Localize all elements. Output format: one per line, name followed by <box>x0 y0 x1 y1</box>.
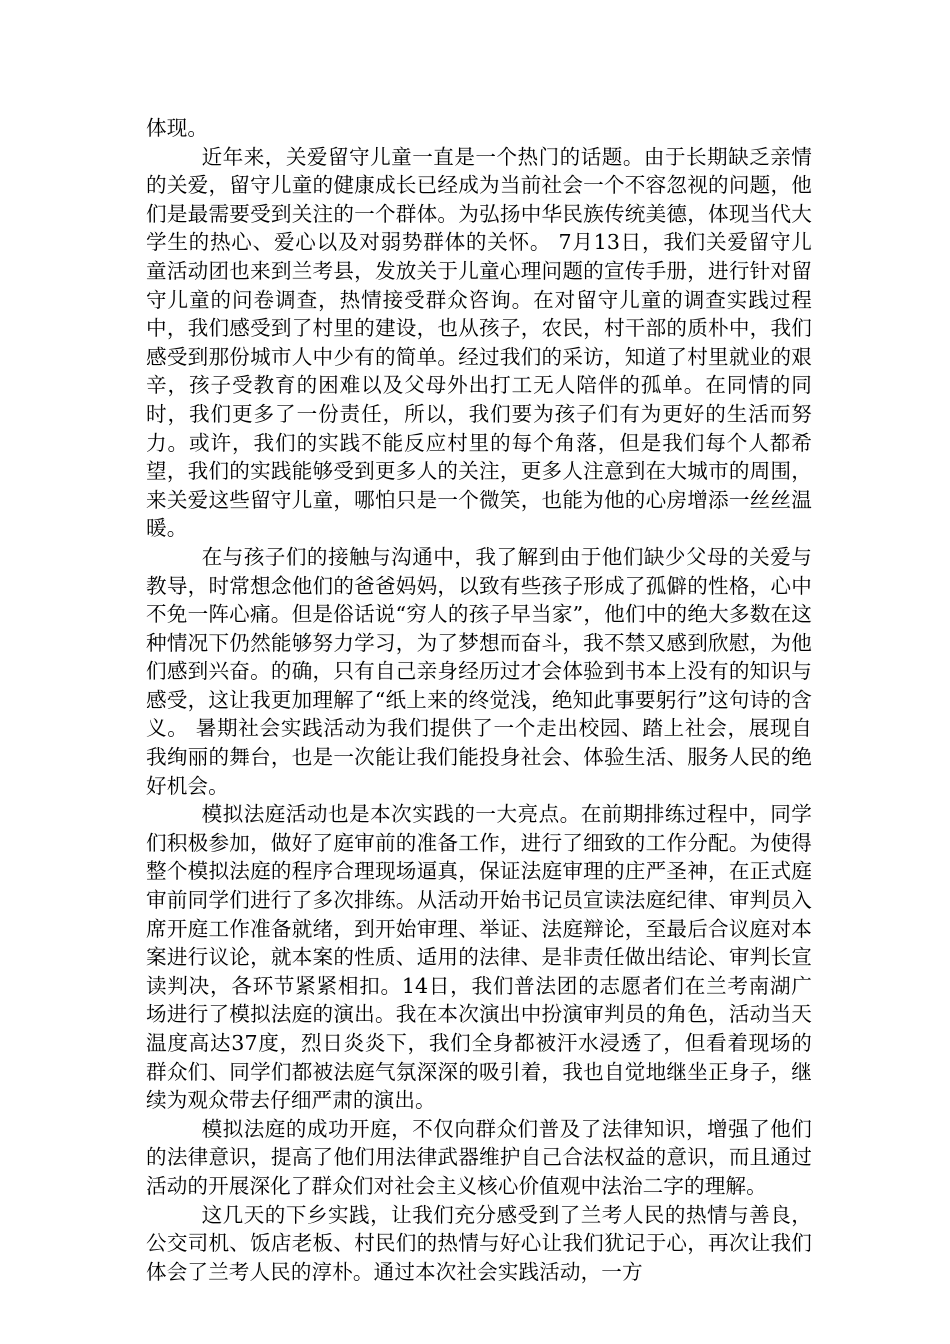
paragraph-continuation: 体现。 <box>146 116 209 140</box>
paragraph-mock-court: 模拟法庭活动也是本次实践的一大亮点。在前期排练过程中，同学们积极参加，做好了庭审前的准备工作，进行了细致的工作分配。为使得整个模拟法庭的程序合理现场逼真，保证法庭审理的庄严圣神，在正式庭审前同学们进行了多次排练。从活动开始书记员宣读法庭纪律、审判员入席开庭工作准备就绪，到开始审理、举证、法庭辩论，至最后合议庭对本案进行议论，就本案的性质、适用的法律、是非责任做出结论、审判长宣读判决，各环节紧紧相扣。14日，我们普法团的志愿者们在兰考南湖广场进行了模拟法庭的演出。我在本次演出中扮演审判员的角色，活动当天温度高达37度，烈日炎炎下，我们全身都被汗水浸透了，但看着现场的群众们、同学们都被法庭气氛深深的吸引着，我也自觉地继坐正身子，继续为观众带去仔细严肃的演出。 <box>146 802 812 1113</box>
paragraph-countryside-practice: 这几天的下乡实践，让我们充分感受到了兰考人民的热情与善良，公交司机、饭店老板、村民们的热情与好心让我们犹记于心，再次让我们体会了兰考人民的淳朴。通过本次社会实践活动，一方 <box>146 1202 812 1284</box>
paragraph-communication-with-children: 在与孩子们的接触与沟通中，我了解到由于他们缺少父母的关爱与教导，时常想念他们的爸爸妈妈，以致有些孩子形成了孤僻的性格，心中不免一阵心痛。但是俗话说“穷人的孩子早当家”，他们中的绝大多数在这种情况下仍然能够努力学习，为了梦想而奋斗，我不禁又感到欣慰，为他们感到兴奋。的确，只有自己亲身经历过才会体验到书本上没有的知识与感受，这让我更加理解了“纸上来的终觉浅，绝知此事要躬行”这句诗的含义。 暑期社会实践活动为我们提供了一个走出校园、踏上社会，展现自我绚丽的舞台，也是一次能让我们能投身社会、体验生活、服务人民的绝好机会。 <box>146 544 812 798</box>
paragraph-mock-court-success: 模拟法庭的成功开庭，不仅向群众们普及了法律知识，增强了他们的法律意识，提高了他们用法律武器维护自己合法权益的意识，而且通过活动的开展深化了群众们对社会主义核心价值观中法治二字的理解。 <box>146 1116 812 1198</box>
document-body <box>146 114 812 1286</box>
paragraph-left-behind-children: 近年来，关爱留守儿童一直是一个热门的话题。由于长期缺乏亲情的关爱，留守儿童的健康成长已经成为当前社会一个不容忽视的问题，他们是最需要受到关注的一个群体。为弘扬中华民族传统美德，体现当代大学生的热心、爱心以及对弱势群体的关怀。 7月13日，我们关爱留守儿童活动团也来到兰考县，发放关于儿童心理问题的宣传手册，进行针对留守儿童的问卷调查，热情接受群众咨询。在对留守儿童的调查实践过程中，我们感受到了村里的建设，也从孩子，农民，村干部的质朴中，我们感受到那份城市人中少有的简单。经过我们的采访，知道了村里就业的艰辛，孩子受教育的困难以及父母外出打工无人陪伴的孤单。在同情的同时，我们更多了一份责任，所以，我们要为孩子们有为更好的生活而努力。或许，我们的实践不能反应村里的每个角落，但是我们每个人都希望，我们的实践能够受到更多人的关注，更多人注意到在大城市的周围，来关爱这些留守儿童，哪怕只是一个微笑，也能为他的心房增添一丝丝温暖。 <box>146 144 812 541</box>
